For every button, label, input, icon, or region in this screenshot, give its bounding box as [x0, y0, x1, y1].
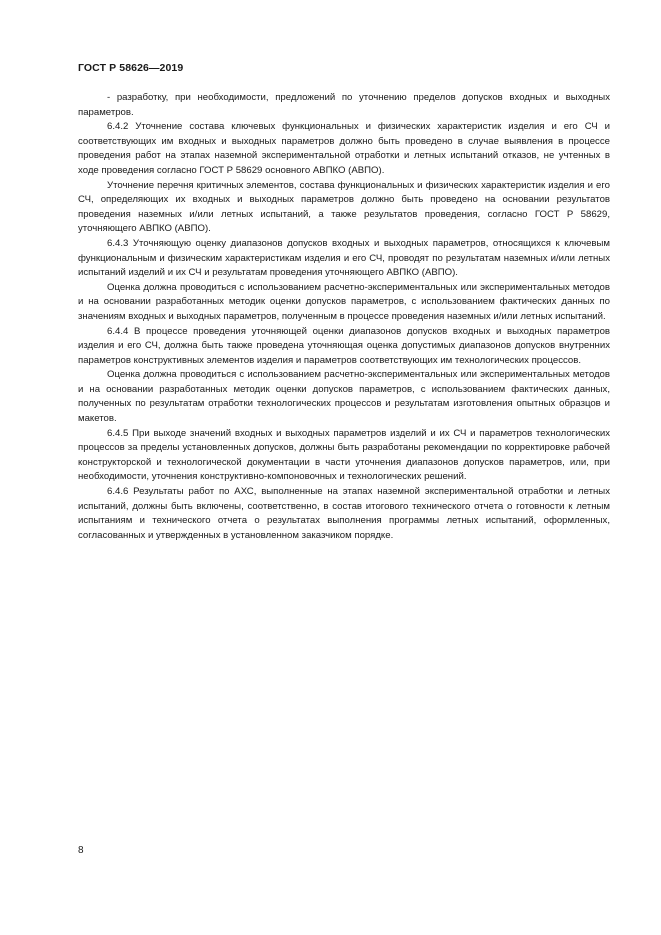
paragraph: Оценка должна проводиться с использованием расчетно-экспериментальных или экспериментальных методов и на основании разработанных методик оценки допусков параметров, с использованием фактических данных по значениям входных и выходных параметров, полученным в процессе проведения наземных и/или летных испытаний.: [78, 281, 610, 322]
document-header: ГОСТ Р 58626—2019: [78, 62, 184, 74]
paragraph-6-4-6: 6.4.6 Результаты работ по АХС, выполненные на этапах наземной экспериментальной отработки и летных испытаний, должны быть включены, соответственно, в состав итогового технического отчета о готовности к летным испытаниям и технического отчета о результатах выполнения программы летных испытаний, оформленных, согласованных и утвержденных в установленном заказчиком порядке.: [78, 486, 610, 541]
paragraph: - разработку, при необходимости, предложений по уточнению пределов допусков входных и выходных параметров.: [78, 92, 610, 118]
paragraph: Оценка должна проводиться с использованием расчетно-экспериментальных или экспериментальных методов и на основании разработанных методик оценки допусков параметров, с использованием фактических данных, полученных по результатам отработки технологических процессов и результатам изготовления опытных образцов и макетов.: [78, 369, 610, 425]
paragraph-6-4-3: 6.4.3 Уточняющую оценку диапазонов допусков входных и выходных параметров, относящихся к ключевым функциональным и физическим характеристикам изделия и его СЧ, проводят по результатам наземных и/или летных испытаний изделий и их СЧ и результатам проведения уточняющего АВПКО (АВПО).: [78, 237, 610, 279]
page-number: 8: [78, 845, 84, 856]
paragraph-6-4-2: 6.4.2 Уточнение состава ключевых функциональных и физических характеристик изделия и его СЧ и соответствующих им входных и выходных параметров должно быть проведено в случае выявления в процессе проведения работ на этапах наземной экспериментальной отработки и летных испытаний отказов, не учтенных в ходе проведения согласно ГОСТ Р 58629 основного АВПКО (АВПО).: [78, 121, 610, 176]
paragraph: Уточнение перечня критичных элементов, состава функциональных и физических характеристик изделия и его СЧ, определяющих их входных и выходных параметров должно быть проведено на основании результатов проведения наземных и/или летных испытаний, а также результатов проведения, согласно ГОСТ Р 58629, уточняющего АВПКО (АВПО).: [78, 179, 610, 235]
paragraph-6-4-5: 6.4.5 При выходе значений входных и выходных параметров изделий и их СЧ и параметров технологических процессов за пределы установленных допусков, должны быть разработаны рекомендации по корректировке рабочей конструкторской и технологической документации в части уточнения диапазонов допусков параметров, или, при необходимости, уточнения конструктивно-компоновочных и технологических решений.: [78, 427, 610, 483]
paragraph-6-4-4: 6.4.4 В процессе проведения уточняющей оценки диапазонов допусков входных и выходных параметров изделия и его СЧ, должна быть также проведена уточняющая оценка допустимых диапазонов допусков внутренних параметров конструктивных элементов изделия и параметров соответствующих им технологических процессов.: [78, 325, 610, 366]
document-body: [78, 91, 610, 543]
